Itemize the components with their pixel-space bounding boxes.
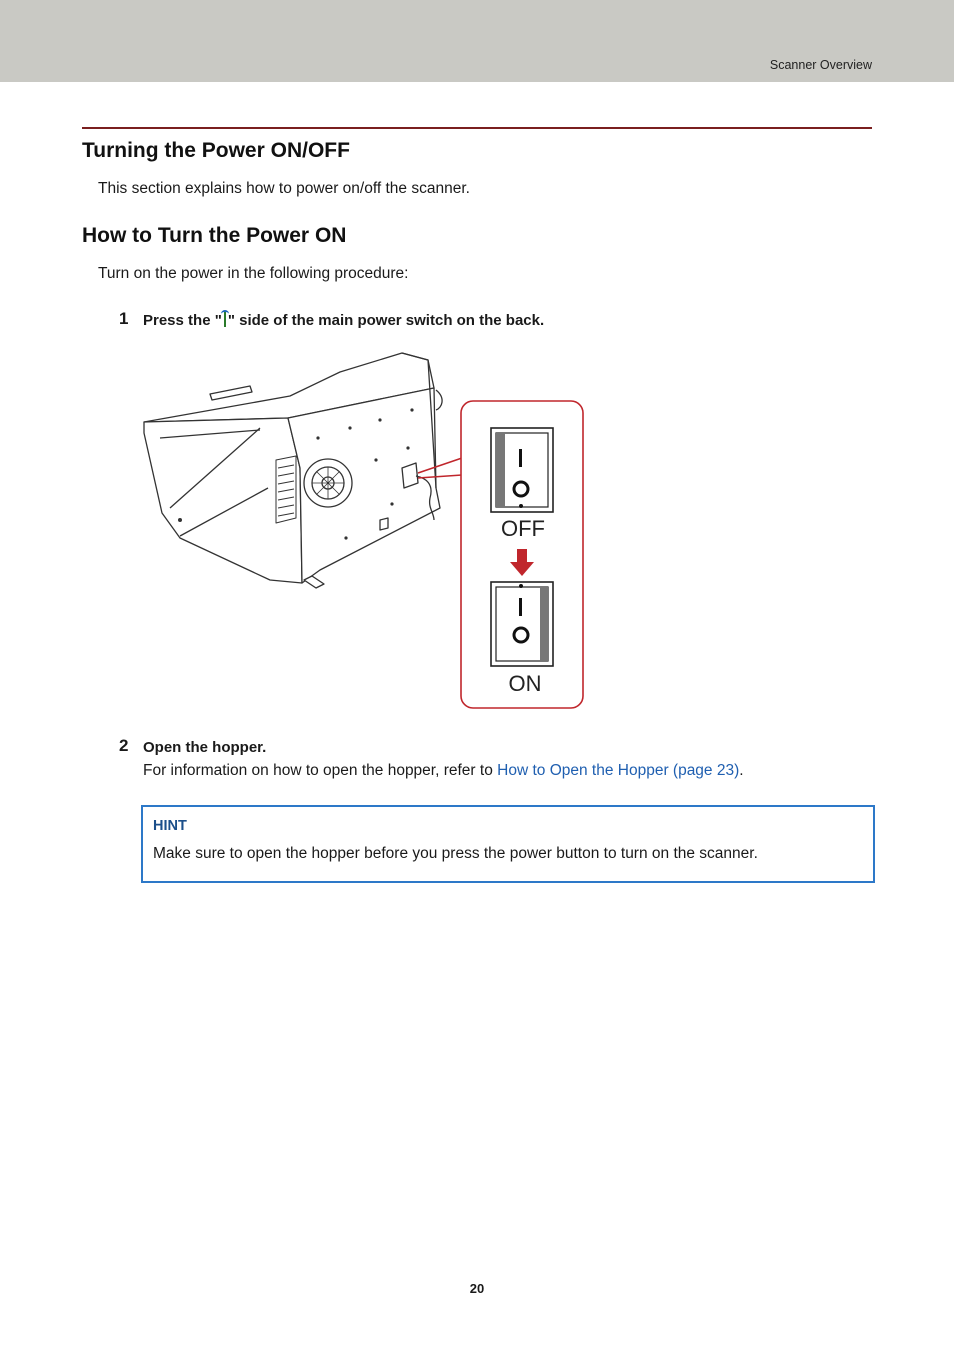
section-title: Turning the Power ON/OFF: [82, 139, 350, 162]
hint-text: Make sure to open the hopper before you press the power button to turn on the scanner.: [153, 845, 758, 862]
switch-on-label: ON: [508, 671, 542, 696]
header-section-label: Scanner Overview: [769, 58, 872, 72]
step-2-text: Open the hopper.: [143, 739, 267, 756]
step-2-info-after: .: [739, 762, 744, 779]
scanner-illustration: [144, 353, 442, 588]
section-intro: This section explains how to power on/off the scanner.: [98, 180, 470, 197]
step-1-text-after: " side of the main power switch on the back.: [227, 312, 545, 329]
page-header-band: [0, 0, 954, 82]
step-2-info: [143, 762, 744, 780]
power-on-icon: [224, 312, 226, 327]
step-1-number: 1: [119, 309, 129, 328]
scanner-power-switch-figure: [140, 348, 590, 713]
switch-off-icon: [491, 428, 553, 512]
step-2-info-before: For information on how to open the hopper, refer to: [143, 762, 498, 779]
subsection-title: How to Turn the Power ON: [82, 224, 347, 247]
hint-box: [141, 805, 875, 883]
step-1-text: [143, 312, 544, 329]
subsection-intro: Turn on the power in the following procedure:: [98, 265, 409, 282]
open-hopper-link[interactable]: How to Open the Hopper (page 23): [497, 762, 740, 779]
section-rule: [82, 127, 872, 129]
step-2-number: 2: [119, 736, 129, 755]
hint-title: HINT: [153, 818, 187, 834]
switch-on-icon: [491, 582, 553, 666]
switch-off-label: OFF: [501, 516, 545, 541]
page-number: 20: [469, 1281, 485, 1296]
step-1-text-before: Press the ": [143, 312, 222, 329]
